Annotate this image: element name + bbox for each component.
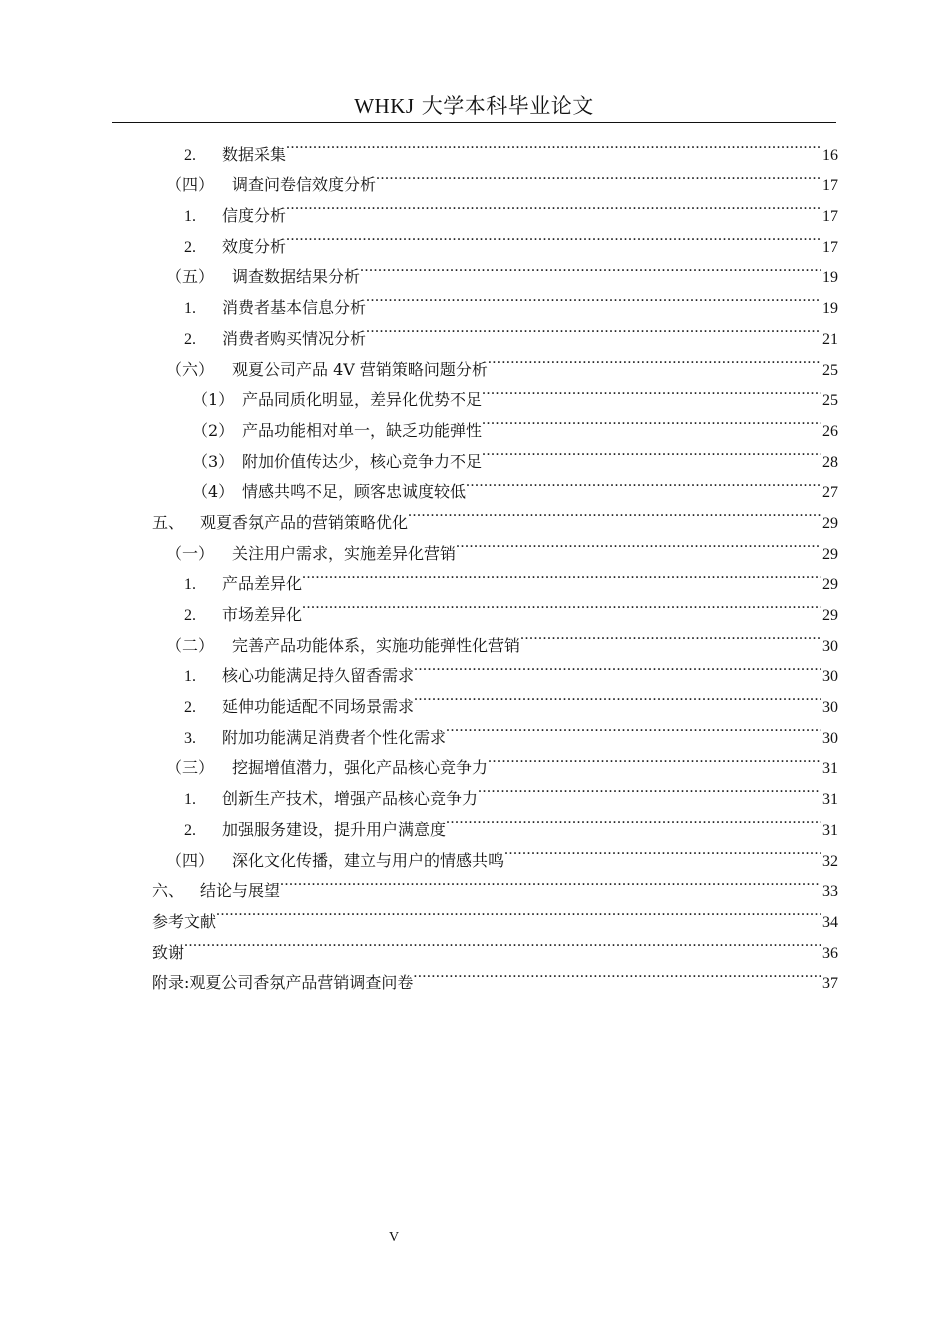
toc-entry[interactable] (152, 927, 838, 962)
toc-entry-page: 32 (822, 852, 838, 870)
toc-entry[interactable] (152, 589, 838, 624)
toc-entry-title: 调查数据结果分析 (232, 267, 361, 287)
toc-entry[interactable] (152, 681, 838, 717)
toc-entry-page: 17 (822, 238, 838, 256)
toc-entry-page: 16 (822, 146, 838, 164)
toc-leader-dots (456, 528, 821, 559)
toc-entry-title: 附录:观夏公司香氛产品营销调查问卷 (152, 973, 414, 993)
toc-leader-dots (482, 375, 821, 406)
toc-entry[interactable] (152, 252, 838, 287)
toc-entry-number: 2. (184, 330, 196, 348)
toc-entry[interactable] (152, 773, 838, 809)
toc-entry-number: 3. (184, 729, 196, 747)
toc-entry[interactable] (152, 958, 838, 993)
toc-entry[interactable] (152, 190, 838, 226)
toc-leader-dots (280, 866, 821, 897)
toc-entry[interactable] (152, 835, 838, 870)
toc-entry-title: 消费者基本信息分析 (222, 298, 367, 318)
toc-entry-number: （2） (192, 420, 235, 440)
toc-leader-dots (504, 835, 821, 866)
toc-leader-dots (216, 896, 821, 927)
toc-entry-page: 30 (822, 668, 838, 686)
toc-entry-number: 1. (184, 791, 196, 809)
toc-leader-dots (408, 497, 821, 528)
toc-entry-page: 34 (822, 913, 838, 931)
toc-entry-page: 30 (822, 699, 838, 717)
toc-entry-page: 29 (822, 607, 838, 624)
toc-entry[interactable] (152, 712, 838, 747)
toc-leader-dots (482, 405, 821, 436)
toc-entry-page: 36 (822, 944, 838, 962)
toc-entry-number: （四） (166, 175, 215, 195)
toc-entry-title: 市场差异化 (222, 605, 303, 624)
toc-entry-number: 2. (184, 607, 196, 624)
toc-entry-page: 27 (822, 484, 838, 502)
toc-entry-title: 附加功能满足消费者个性化需求 (222, 727, 447, 747)
toc-entry[interactable] (152, 866, 838, 901)
toc-entry-title: 产品同质化明显，差异化优势不足 (242, 390, 483, 410)
toc-entry-page: 31 (822, 821, 838, 839)
toc-entry-title: 附加价值传达少，核心竞争力不足 (242, 451, 483, 471)
toc-entry[interactable] (152, 651, 838, 686)
toc-entry[interactable] (152, 282, 838, 318)
toc-entry[interactable] (152, 405, 838, 440)
toc-entry-number: 五、 (152, 512, 185, 532)
toc-leader-dots (366, 313, 821, 344)
toc-entry[interactable] (152, 467, 838, 502)
toc-entry-number: 六、 (152, 881, 185, 901)
toc-leader-dots (413, 958, 821, 989)
toc-leader-dots (482, 436, 821, 467)
toc-entry-page: 37 (822, 975, 838, 993)
toc-entry-title: 效度分析 (222, 236, 287, 256)
toc-leader-dots (286, 129, 821, 160)
toc-entry-title: 产品差异化 (222, 574, 303, 594)
header-title-cn: 大学本科毕业论文 (414, 94, 594, 118)
toc-entry[interactable] (152, 344, 838, 379)
toc-entry-page: 30 (822, 729, 838, 747)
toc-entry[interactable] (152, 160, 838, 195)
toc-entry-number: 1. (184, 300, 196, 318)
toc-entry-title: 创新生产技术，增强产品核心竞争力 (222, 789, 479, 809)
header-rule (112, 122, 836, 123)
toc-entry[interactable] (152, 804, 838, 839)
toc-entry-title: 加强服务建设，提升用户满意度 (222, 819, 447, 839)
toc-entry-page: 19 (822, 300, 838, 318)
toc-entry-page: 29 (822, 514, 838, 532)
toc-entry-page: 29 (822, 576, 838, 594)
toc-entry-number: （一） (166, 543, 215, 563)
toc-entry-title: 调查问卷信效度分析 (232, 175, 377, 195)
header-title-en: WHKJ (354, 94, 415, 118)
toc-entry-title: 结论与展望 (200, 881, 281, 901)
toc-entry-number: （四） (166, 850, 215, 870)
toc-entry-title: 延伸功能适配不同场景需求 (222, 697, 415, 717)
toc-entry-number: （4） (192, 482, 235, 502)
toc-leader-dots (488, 743, 821, 774)
toc-leader-dots (446, 712, 821, 743)
toc-entry-page: 31 (822, 760, 838, 778)
toc-entry-number: （五） (166, 267, 215, 287)
toc-entry-page: 21 (822, 330, 838, 348)
toc-leader-dots (366, 282, 821, 313)
toc-entry-page: 19 (822, 269, 838, 287)
toc-entry[interactable] (152, 221, 838, 256)
toc-entry-page: 25 (822, 392, 838, 410)
page-header (112, 92, 836, 120)
toc-leader-dots (414, 681, 821, 712)
toc-entry[interactable] (152, 313, 838, 348)
toc-entry-number: 2. (184, 821, 196, 839)
toc-entry-page: 17 (822, 177, 838, 195)
toc-entry-page: 25 (822, 361, 838, 379)
toc-entry-page: 30 (822, 637, 838, 655)
toc-entry-number: 2. (184, 146, 196, 164)
toc-entry-number: 1. (184, 576, 196, 594)
toc-entry-number: 1. (184, 668, 196, 686)
toc-entry-number: 1. (184, 208, 196, 226)
toc-entry-page: 33 (822, 883, 838, 901)
toc-entry-title: 深化文化传播，建立与用户的情感共鸣 (232, 850, 505, 870)
toc-leader-dots (286, 190, 821, 221)
toc-entry-title: 数据采集 (222, 144, 287, 164)
toc-entry-title: 参考文献 (152, 911, 217, 931)
toc-entry-title: 核心功能满足持久留香需求 (222, 666, 415, 686)
toc-leader-dots (446, 804, 821, 835)
toc-entry-page: 31 (822, 791, 838, 809)
toc-entry[interactable] (152, 743, 838, 778)
toc-leader-dots (184, 927, 821, 958)
toc-entry-title: 观夏香氛产品的营销策略优化 (200, 512, 409, 532)
toc-entry-number: （六） (166, 359, 215, 379)
toc-entry-number: （3） (192, 451, 235, 471)
footer-page-number: V (388, 1230, 400, 1245)
toc-entry-number: （二） (166, 635, 215, 655)
toc-entry[interactable] (152, 375, 838, 410)
toc-leader-dots (478, 773, 821, 804)
toc-entry[interactable] (152, 896, 838, 931)
toc-entry-page: 29 (822, 545, 838, 563)
toc-entry-title: 关注用户需求，实施差异化营销 (232, 543, 457, 563)
toc-entry-number: 2. (184, 699, 196, 717)
table-of-contents (152, 129, 838, 993)
toc-entry[interactable] (152, 620, 838, 655)
toc-entry-title: 产品功能相对单一，缺乏功能弹性 (242, 420, 483, 440)
toc-entry-title: 信度分析 (222, 206, 287, 226)
toc-leader-dots (520, 620, 821, 651)
toc-entry-page: 17 (822, 208, 838, 226)
toc-entry[interactable] (152, 528, 838, 563)
toc-entry-number: 2. (184, 238, 196, 256)
toc-leader-dots (302, 589, 821, 620)
toc-leader-dots (302, 559, 821, 590)
toc-entry-number: （三） (166, 758, 215, 778)
toc-entry-page: 26 (822, 422, 838, 440)
toc-entry[interactable] (152, 129, 838, 164)
toc-leader-dots (360, 252, 821, 283)
toc-entry[interactable] (152, 559, 838, 594)
toc-leader-dots (286, 221, 821, 252)
toc-leader-dots (376, 160, 821, 191)
toc-entry-title: 情感共鸣不足，顾客忠诚度较低 (242, 482, 467, 502)
toc-entry-title: 观夏公司产品 4V 营销策略问题分析 (232, 359, 488, 379)
toc-entry-title: 挖掘增值潜力，强化产品核心竞争力 (232, 758, 489, 778)
toc-entry-title: 致谢 (152, 942, 185, 962)
toc-leader-dots (466, 467, 821, 498)
toc-leader-dots (414, 651, 821, 682)
toc-entry[interactable] (152, 497, 838, 532)
toc-entry-title: 消费者购买情况分析 (222, 328, 367, 348)
toc-entry-page: 28 (822, 453, 838, 471)
toc-entry-title: 完善产品功能体系，实施功能弹性化营销 (232, 635, 521, 655)
toc-entry[interactable] (152, 436, 838, 471)
toc-entry-number: （1） (192, 390, 235, 410)
toc-leader-dots (488, 344, 821, 375)
